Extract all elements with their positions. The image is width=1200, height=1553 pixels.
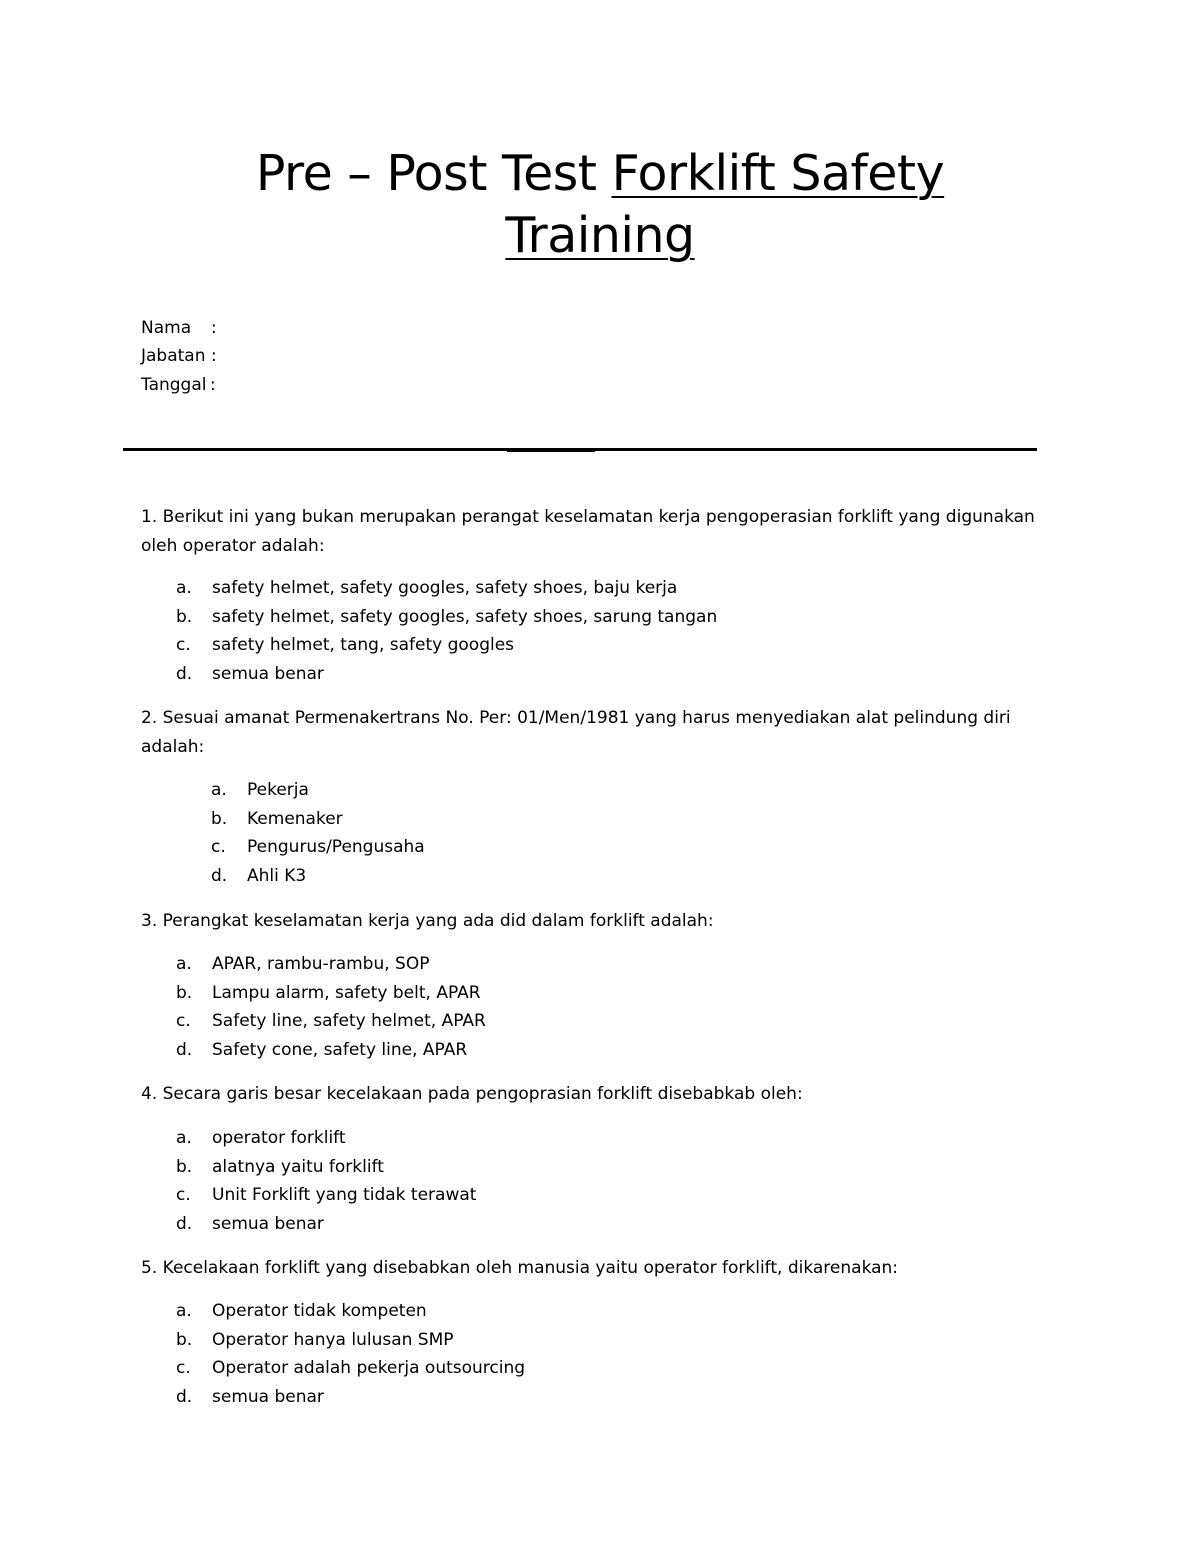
option-text: Pekerja — [247, 780, 309, 800]
option-text: semua benar — [212, 663, 324, 684]
field-colon: : — [211, 346, 217, 366]
option-text: Ahli K3 — [247, 865, 307, 886]
field-colon: : — [211, 318, 217, 338]
option-letter: a. — [176, 1301, 192, 1321]
option-letter: a. — [176, 954, 192, 974]
question-number: 1 — [141, 507, 152, 527]
question-number: 2 — [141, 708, 152, 728]
question-number: 4 — [141, 1084, 152, 1104]
field-label: Jabatan — [141, 346, 206, 366]
option-text: safety helmet, safety googles, safety shoes, baju kerja — [212, 578, 678, 598]
title-underlined-part-2: Training — [505, 207, 695, 264]
title-underlined-part-1: Forklift Safety — [611, 145, 945, 202]
option-letter: c. — [176, 1011, 191, 1032]
question-1: 1. Berikut ini yang bukan merupakan perangat keselamatan kerja pengoperasian forklift yang digunakan oleh operator adalah: — [141, 507, 1035, 556]
option-text: semua benar — [212, 1386, 324, 1407]
option-letter: b. — [176, 1329, 193, 1350]
field-label: Tanggal — [141, 375, 207, 395]
option-text: Safety line, safety helmet, APAR — [212, 1011, 486, 1032]
option-text: Operator tidak kompeten — [212, 1301, 427, 1321]
option-text: Safety cone, safety line, APAR — [212, 1039, 468, 1060]
question-number: 5 — [141, 1258, 152, 1278]
question-4: 4. Secara garis besar kecelakaan pada pengoprasian forklift disebabkab oleh: — [141, 1084, 803, 1104]
question-number: 3 — [141, 911, 152, 931]
title-plain: Pre – Post Test — [255, 145, 612, 202]
option-text: operator forklift — [212, 1128, 346, 1148]
question-text: Kecelakaan forklift yang disebabkan oleh manusia yaitu operator forklift, dikarenakan: — [162, 1258, 899, 1278]
question-text: Perangkat keselamatan kerja yang ada did dalam forklift adalah: — [162, 911, 714, 931]
option-letter: d. — [176, 1039, 193, 1060]
question-3: 3. Perangkat keselamatan kerja yang ada did dalam forklift adalah: — [141, 911, 714, 931]
field-label: Nama — [141, 318, 192, 338]
field-colon: : — [210, 375, 216, 395]
option-letter: c. — [211, 837, 226, 858]
question-text: Sesuai amanat Permenakertrans No. Per: 01/Men/1981 yang harus menyediakan alat pelindung diri adalah: — [141, 708, 1011, 757]
option-text: alatnya yaitu forklift — [212, 1156, 384, 1177]
option-letter: c. — [176, 635, 191, 656]
option-letter: d. — [176, 1213, 193, 1234]
option-letter: d. — [176, 1386, 193, 1407]
field-nama — [141, 314, 217, 342]
option-text: Operator hanya lulusan SMP — [212, 1329, 454, 1350]
option-letter: b. — [176, 606, 193, 627]
option-letter: b. — [176, 982, 193, 1003]
option-text: Operator adalah pekerja outsourcing — [212, 1358, 526, 1379]
option-text: safety helmet, tang, safety googles — [212, 635, 515, 656]
option-letter: a. — [176, 578, 192, 598]
option-letter: d. — [176, 663, 193, 684]
section-divider-accent — [507, 450, 595, 452]
question-text: Berikut ini yang bukan merupakan perangat keselamatan kerja pengoperasian forklift yang digunakan oleh operator adalah: — [141, 507, 1035, 556]
field-tanggal — [141, 371, 216, 399]
option-letter: b. — [211, 808, 228, 829]
option-letter: c. — [176, 1358, 191, 1379]
option-letter: b. — [176, 1156, 193, 1177]
question-2: 2. Sesuai amanat Permenakertrans No. Per: 01/Men/1981 yang harus menyediakan alat pelindung diri adalah: — [141, 708, 1011, 757]
option-text: semua benar — [212, 1213, 324, 1234]
question-text: Secara garis besar kecelakaan pada pengoprasian forklift disebabkab oleh: — [162, 1084, 803, 1104]
option-letter: a. — [176, 1128, 192, 1148]
option-text: Pengurus/Pengusaha — [247, 837, 425, 858]
option-letter: c. — [176, 1185, 191, 1206]
page-title-line-2 — [0, 206, 1200, 266]
option-text: Lampu alarm, safety belt, APAR — [212, 982, 481, 1003]
question-5: 5. Kecelakaan forklift yang disebabkan oleh manusia yaitu operator forklift, dikarenakan: — [141, 1258, 899, 1278]
field-jabatan — [141, 342, 217, 370]
page-title-line-1 — [0, 144, 1200, 204]
option-text: Kemenaker — [247, 808, 343, 829]
option-text: APAR, rambu-rambu, SOP — [212, 954, 430, 974]
option-letter: d. — [211, 865, 228, 886]
option-letter: a. — [211, 780, 227, 800]
option-text: Unit Forklift yang tidak terawat — [212, 1185, 477, 1206]
option-text: safety helmet, safety googles, safety shoes, sarung tangan — [212, 606, 718, 627]
